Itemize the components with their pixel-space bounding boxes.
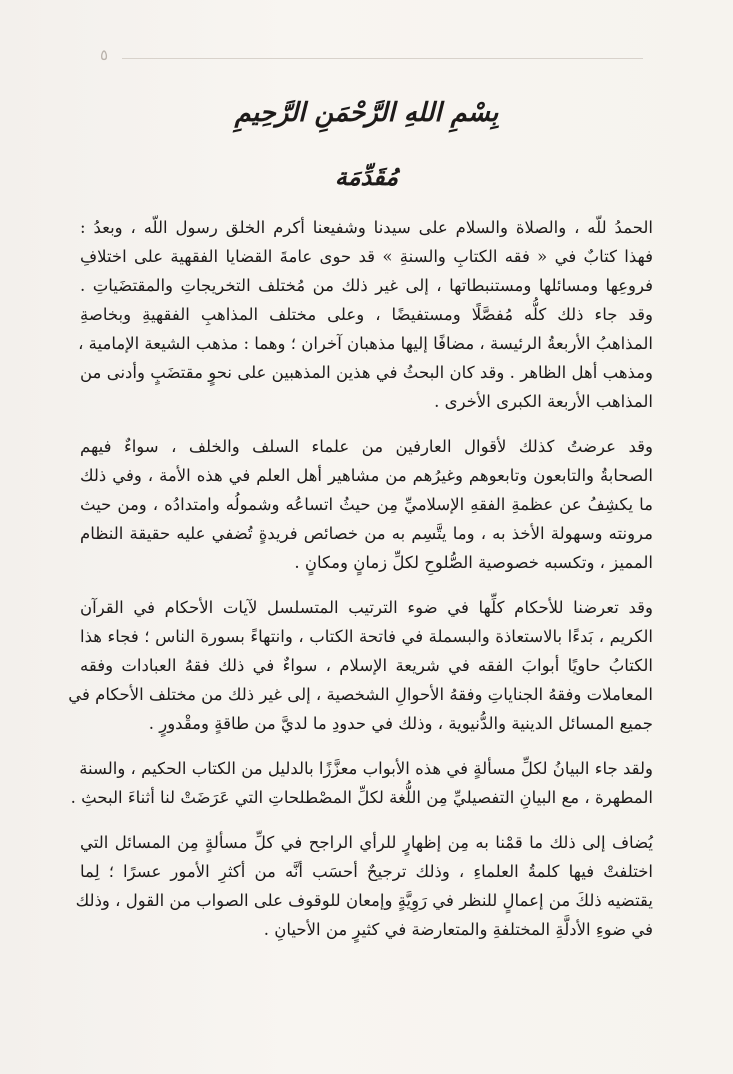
text-line: الصحابةُ والتابعون وتابعوهم وغيرُهم من مشاهير أهل العلم في هذه الأمة ، وفي ذلك xyxy=(80,466,653,485)
text-line: يقتضيه ذلكَ من إعمالٍ للنظر في رَوِيَّةٍ وإمعان للوقوف على الصواب من القول ، وذلك xyxy=(75,891,653,910)
text-line: ولقد جاء البيانُ لكلِّ مسألةٍ في هذه الأبواب معزَّزًا بالدليل من الكتاب الحكيم ، والسنة xyxy=(79,759,653,778)
text-line: وقد عرضتُ كذلك لأقوال العارفين من علماء السلف والخلف ، سواءٌ فيهم xyxy=(80,437,653,456)
paragraph xyxy=(80,432,653,577)
paragraph xyxy=(68,593,653,738)
paragraph xyxy=(70,754,653,812)
text-line: المذاهب الأربعة الكبرى الأخرى . xyxy=(434,392,653,411)
text-line: في ضوءِ الأدلَّةِ المختلفةِ والمتعارضة في كثيرٍ من الأحيانِ . xyxy=(263,920,653,939)
text-line: فروعِها ومسائلها ومستنبطاتها ، إلى غير ذلك من مُختلف التخريجاتِ والمقتضَياتِ . xyxy=(80,276,653,295)
text-line: يُضاف إلى ذلك ما قمْنا به مِن إظهارٍ للرأي الراجح في كلِّ مسألةٍ مِن المسائل التي xyxy=(80,833,653,852)
body-text xyxy=(68,213,653,944)
text-line: المميز ، وتكسبه خصوصية الصُّلوحِ لكلِّ زمانٍ ومكانٍ . xyxy=(294,553,653,572)
header-rule xyxy=(122,58,643,59)
text-line: المعاملات وفقهُ الجناياتِ وفقهُ الأحوالِ الشخصية ، إلى غير ذلك من مختلف الأحكام في xyxy=(68,685,653,704)
text-line: مرونته وسهولة الأخذ به ، وما يتَّسِم به من خصائص فريدةٍ تُضفي عليه حقيقة النظام xyxy=(80,524,653,543)
text-line: ومذهب أهل الظاهر . وقد كان البحثُ في هذين المذهبين على نحوٍ مقتضَبٍ وأدنى من xyxy=(80,363,653,382)
text-line: الحمدُ للّه ، والصلاة والسلام على سيدنا وشفيعنا أكرم الخلق رسول اللّه ، وبعدُ : xyxy=(80,218,653,237)
text-line: جميع المسائل الدينية والدُّنيوية ، وذلك في حدودِ ما لديَّ من طاقةٍ ومقْدورٍ . xyxy=(148,714,653,733)
section-heading: مُقَدِّمَة xyxy=(334,162,399,191)
paragraph xyxy=(80,213,653,416)
paragraph xyxy=(75,828,653,944)
basmala: بِسْمِ اللهِ الرَّحْمَنِ الرَّحِيمِ xyxy=(234,98,499,128)
text-line: وقد تعرضنا للأحكام كلِّها في ضوء الترتيب المتسلسل لآيات الأحكام في القرآن xyxy=(80,598,653,617)
text-line: اختلفتْ فيها كلمةُ العلماءِ ، وذلك ترجيحٌ أحسَب أنَّه من أكثرِ الأمور عسرًا ؛ لِما xyxy=(80,862,653,881)
text-line: الكتابُ حاويًا أبوابَ الفقه في شريعة الإسلام ، سواءٌ في ذلك فقهُ العبادات وفقه xyxy=(80,656,653,675)
text-line: فهذا كتابٌ في « فقه الكتابِ والسنةِ » قد حوى عامةَ القضايا الفقهية على اختلافِ xyxy=(80,247,653,266)
text-line: وقد جاء ذلك كلُّه مُفصَّلًا ومستفيضًا ، وعلى مختلف المذاهبِ الفقهيةِ وبخاصةِ xyxy=(80,305,653,324)
text-line: ما يكشِفُ عن عظمةِ الفقهِ الإسلاميِّ مِن حيثُ اتساعُه وشمولُه وامتدادُه ، ومن حيث xyxy=(80,495,653,514)
page-number: ٥ xyxy=(100,46,109,64)
text-line: المذاهبُ الأربعةُ الرئيسة ، مضافًا إليها مذهبان آخران ؛ وهما : مذهب الشيعة الإمامية ، xyxy=(78,334,653,353)
text-line: المطهرة ، مع البيانِ التفصيليِّ مِن اللُّغة لكلِّ المصْطلحاتِ التي عَرَضَتْ لنا أثناءَ البحثِ . xyxy=(70,788,653,807)
text-line: الكريم ، بَدءًا بالاستعاذة والبسملة في فاتحة الكتاب ، وانتهاءً بسورة الناس ؛ فجاء هذا xyxy=(80,627,653,646)
